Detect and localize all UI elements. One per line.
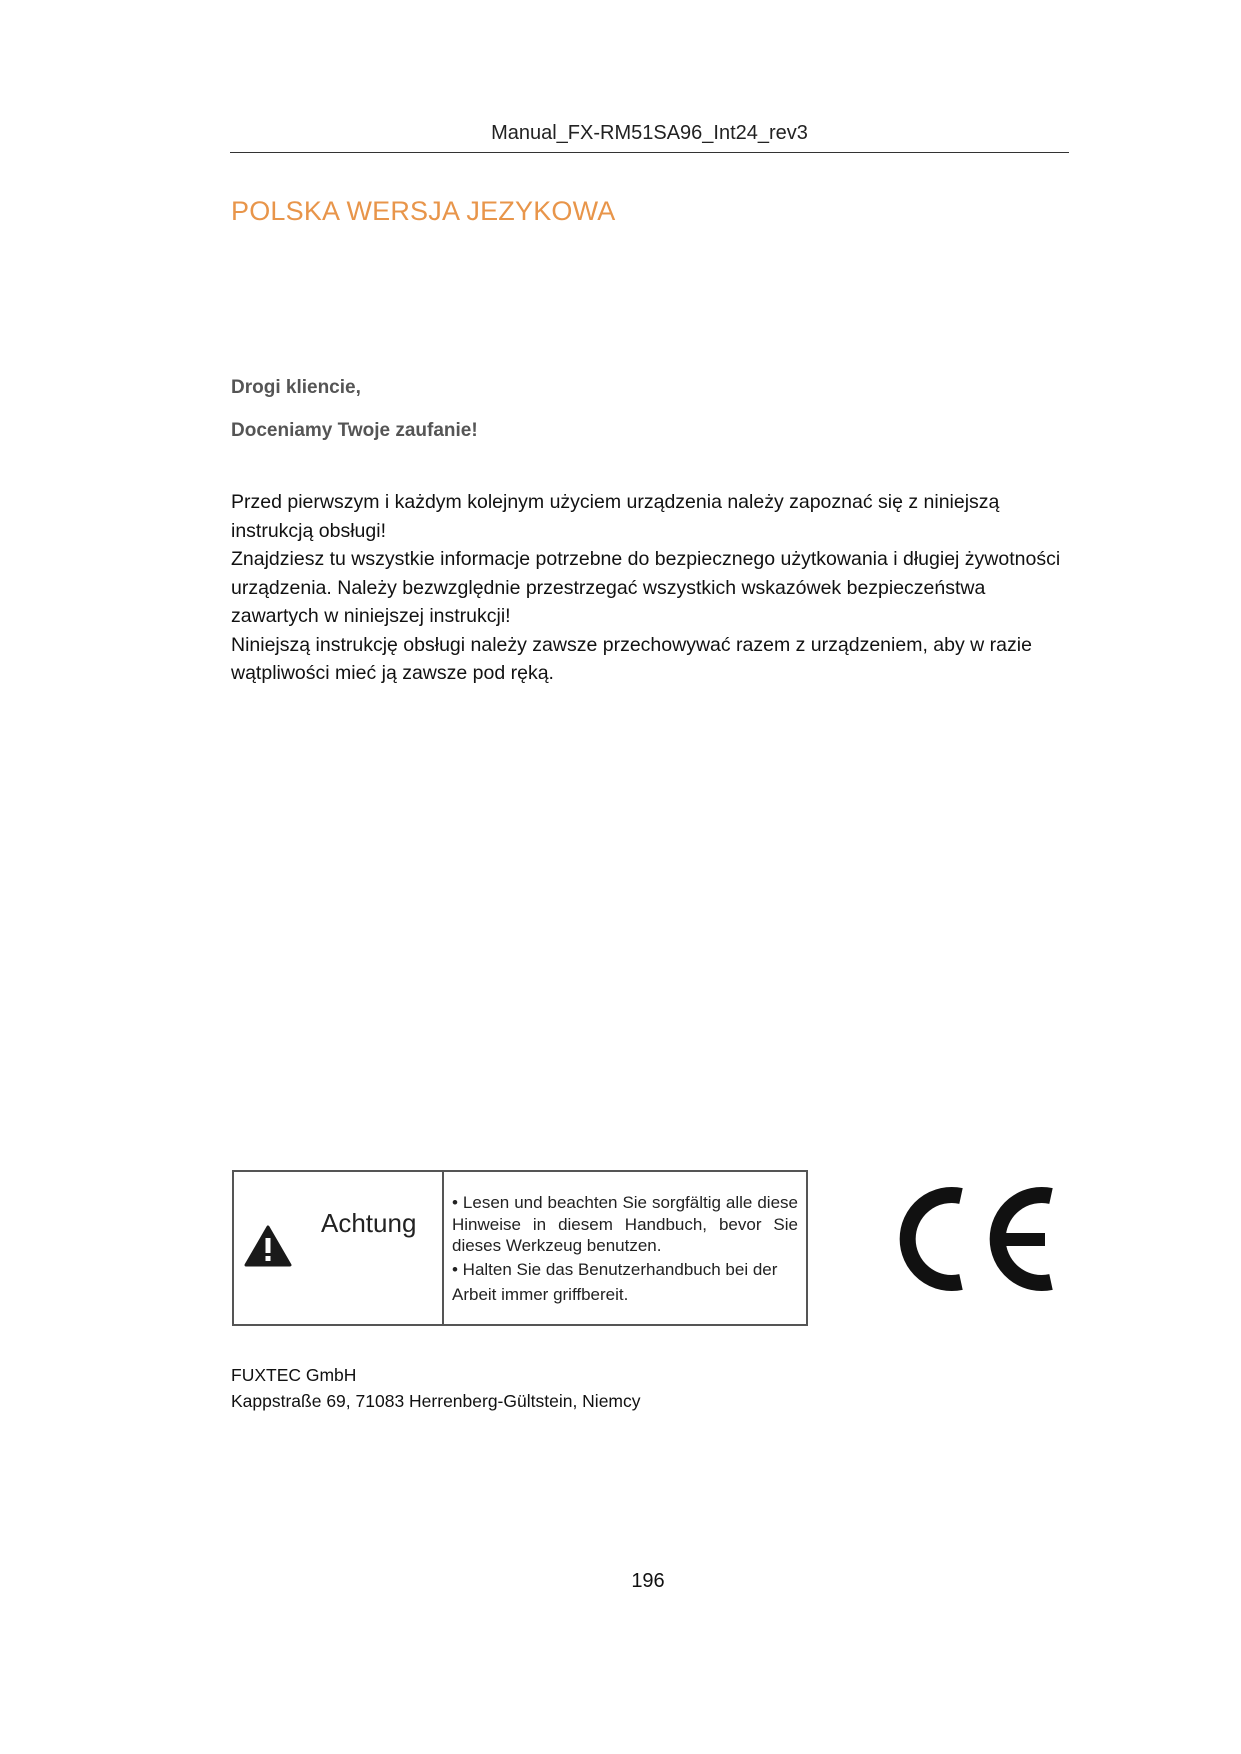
company-name: FUXTEC GmbH [231, 1365, 357, 1385]
warning-label-cell [234, 1172, 444, 1324]
company-address: Kappstraße 69, 71083 Herrenberg-Gültstein, Niemcy [231, 1391, 641, 1411]
instructions-paragraph-3: Niniejszą instrukcję obsługi należy zawsze przechowywać razem z urządzeniem, aby w razie wątpliwości mieć ją zawsze pod ręką. [231, 633, 1032, 684]
instructions-paragraph-2: Znajdziesz tu wszystkie informacje potrzebne do bezpiecznego użytkowania i długiej żywotności urządzenia. Należy bezwzględnie przestrzegać wszystkich wskazówek bezpieczeństwa zawartych w niniejszej instrukcji! [231, 548, 1061, 627]
warning-triangle-icon [244, 1224, 292, 1268]
section-title: POLSKA WERSJA JEZYKOWA [231, 196, 616, 226]
company-address-block [231, 1362, 641, 1414]
page-number: 196 [631, 1570, 665, 1592]
greeting-salutation: Drogi kliencie, [231, 377, 361, 398]
warning-bullet-1: • Lesen und beachten Sie sorgfältig alle diese Hinweise in diesem Handbuch, bevor Sie dieses Werkzeug benutzen. [452, 1193, 798, 1255]
ce-mark-icon [895, 1184, 1055, 1294]
warning-label: Achtung [321, 1208, 417, 1238]
greeting-thanks: Doceniamy Twoje zaufanie! [231, 420, 478, 441]
header-divider [230, 152, 1069, 153]
warning-text-cell [444, 1172, 806, 1324]
warning-notice-table [232, 1170, 808, 1326]
warning-bullet-2: • Halten Sie das Benutzerhandbuch bei der Arbeit immer griffbereit. [452, 1259, 778, 1304]
instructions-body [231, 488, 1061, 688]
manual-id-header: Manual_FX-RM51SA96_Int24_rev3 [491, 122, 808, 144]
instructions-paragraph-1: Przed pierwszym i każdym kolejnym użyciem urządzenia należy zapoznać się z niniejszą instrukcją obsługi! [231, 491, 1000, 542]
